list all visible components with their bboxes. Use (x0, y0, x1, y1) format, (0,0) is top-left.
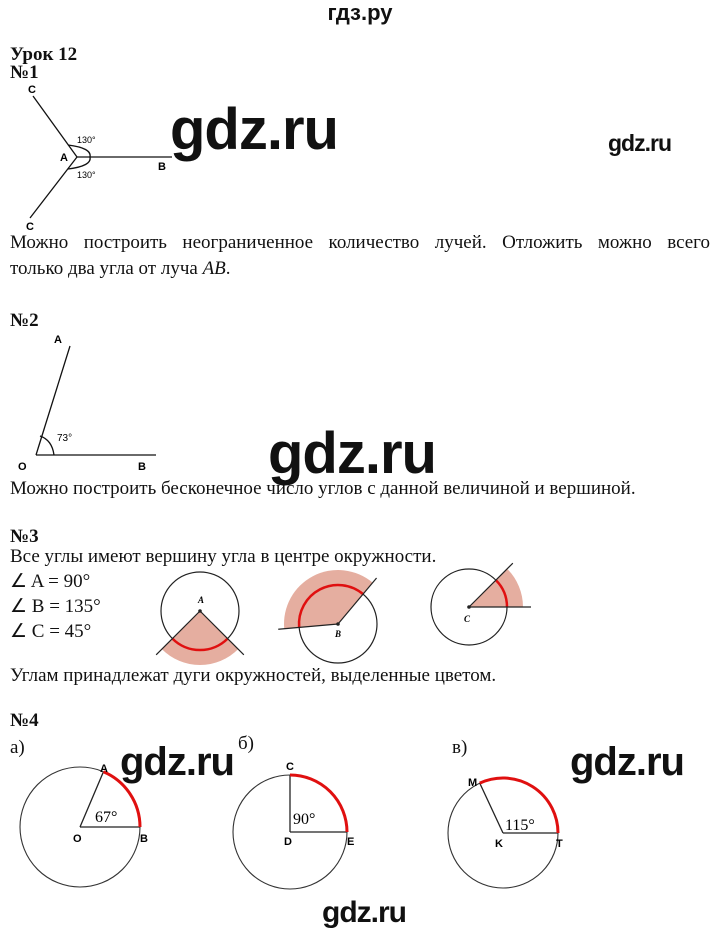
task4-title: №4 (10, 710, 39, 731)
task3-angle-c: ∠ C = 45° (10, 621, 92, 642)
point-t: T (556, 838, 563, 850)
vertex-point (198, 609, 202, 613)
ray-name: AB (202, 258, 226, 279)
task1-title: №1 (10, 62, 39, 83)
task2-title: №2 (10, 310, 39, 331)
point-c: C (286, 761, 294, 773)
angle-bottom-label: 130° (77, 170, 96, 180)
task3-conclusion: Углам принадлежат дуги окружностей, выделенные цветом. (10, 665, 497, 686)
point-b: B (140, 833, 148, 845)
angle-90: 90° (293, 811, 316, 828)
watermark: gdz.ru (170, 97, 338, 162)
label-b: B (335, 629, 342, 639)
label-o: O (18, 461, 27, 473)
task2-figure (36, 346, 156, 455)
task3-angle-a: ∠ A = 90° (10, 571, 91, 592)
label-b: B (158, 161, 166, 173)
label-a: A (54, 334, 62, 346)
text: . (225, 258, 231, 279)
point-a: A (100, 763, 108, 775)
point-o: O (73, 833, 82, 845)
watermark: gdz.ru (322, 896, 406, 929)
vertex-point (336, 622, 340, 626)
task3-intro: Все углы имеют вершину угла в центре окружности. (10, 546, 437, 567)
angle-67: 67° (95, 809, 118, 826)
angle-115: 115° (505, 817, 535, 834)
lesson-title: Урок 12 (10, 44, 78, 65)
label-c-bottom: C (26, 221, 34, 233)
task3-angle-b: ∠ B = 135° (10, 596, 101, 617)
label-a: A (198, 595, 205, 605)
watermark: gdz.ru (570, 740, 684, 784)
task3-figures (156, 563, 531, 665)
point-m: M (468, 777, 478, 789)
angle-top-label: 130° (77, 135, 96, 145)
watermark: gdz.ru (268, 421, 436, 486)
text: только два угла от луча (10, 258, 203, 279)
vertex-point (467, 605, 471, 609)
task4-figures (20, 767, 558, 889)
label-a: A (60, 152, 68, 164)
task3-title: №3 (10, 526, 39, 547)
part-b-label: б) (238, 733, 254, 754)
label-c: C (464, 614, 471, 624)
label-c-top: C (28, 84, 36, 96)
point-k: K (495, 838, 503, 850)
label-b: B (138, 461, 146, 473)
task1-text-line1: Можно построить неограниченное количество лучей. Отложить можно всего (10, 232, 710, 253)
part-a-label: а) (10, 737, 25, 758)
watermark: gdz.ru (608, 130, 671, 156)
point-d: D (284, 836, 292, 848)
angle-label: 73° (57, 433, 73, 444)
site-header: гдз.ру (327, 0, 393, 25)
task2-text: Можно построить бесконечное число углов с данной величиной и вершиной. (10, 478, 636, 499)
radius (480, 783, 503, 833)
part-c-label: в) (452, 737, 468, 758)
sector-fill (469, 569, 523, 607)
point-e: E (347, 836, 355, 848)
watermark: gdz.ru (120, 740, 234, 784)
task1-figure (30, 96, 172, 218)
